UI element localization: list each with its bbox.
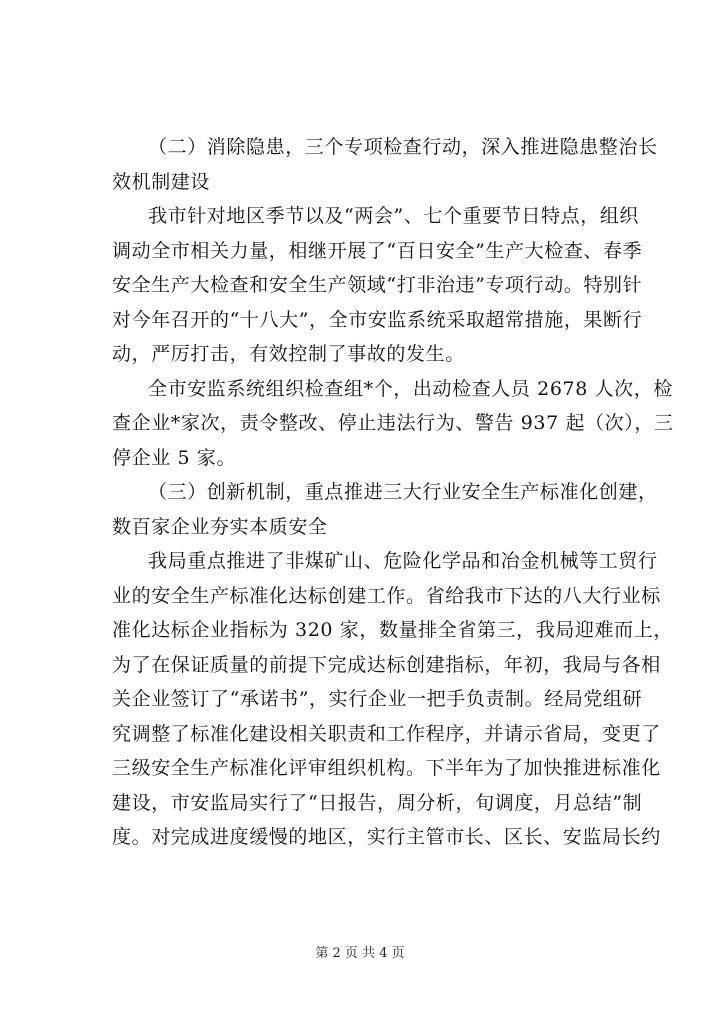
text-line: 数百家企业夯实本质安全	[112, 515, 328, 538]
body-paragraph	[112, 372, 674, 476]
body-paragraph	[112, 199, 643, 372]
text-line: 停企业 5 家。	[112, 446, 236, 469]
text-line: 对今年召开的“十八大”，全市安监系统采取超常措施，果断行	[112, 308, 643, 331]
page-footer	[0, 942, 720, 961]
text-line: 调动全市相关力量，相继开展了“百日安全”生产大检查、春季	[112, 239, 643, 262]
text-line: 业的安全生产标准化达标创建工作。省给我市下达的八大行业标	[112, 584, 661, 607]
text-line: 关企业签订了“承诺书”，实行企业一把手负责制。经局党组研	[112, 688, 643, 710]
page-number: 第 2 页 共 4 页	[315, 946, 405, 961]
section-heading-two	[112, 130, 658, 199]
text-line: 究调整了标准化建设相关职责和工作程序，并请示省局，变更了	[112, 722, 661, 745]
text-line: 动，严厉打击，有效控制了事故的发生。	[112, 343, 465, 365]
document-body	[112, 130, 674, 855]
text-line: （三）创新机制，重点推进三大行业安全生产标准化创建，	[148, 481, 658, 503]
text-line: 我局重点推进了非煤矿山、危险化学品和冶金机械等工贸行	[148, 550, 658, 572]
text-line: 全市安监系统组织检查组*个，出动检查人员 2678 人次，检	[148, 377, 673, 400]
text-line: 为了在保证质量的前提下完成达标创建指标，年初，我局与各相	[112, 653, 661, 676]
text-line: 三级安全生产标准化评审组织机构。下半年为了加快推进标准化	[112, 757, 661, 779]
text-line: （二）消除隐患，三个专项检查行动，深入推进隐患整治长	[148, 136, 658, 158]
body-paragraph	[112, 544, 673, 855]
text-line: 度。对完成进度缓慢的地区，实行主管市长、区长、安监局长约	[112, 826, 661, 848]
text-line: 查企业*家次，责令整改、停止违法行为、警告 937 起（次），三	[112, 412, 674, 434]
text-line: 建设，市安监局实行了“日报告，周分析，旬调度，月总结”制	[112, 791, 643, 814]
text-line: 我市针对地区季节以及“两会”、七个重要节日特点，组织	[148, 205, 640, 227]
text-line: 效机制建设	[112, 170, 211, 193]
text-line: 安全生产大检查和安全生产领域“打非治违”专项行动。特别针	[112, 274, 643, 296]
section-heading-three	[112, 475, 658, 544]
text-line: 准化达标企业指标为 320 家，数量排全省第三，我局迎难而上，	[112, 619, 673, 641]
